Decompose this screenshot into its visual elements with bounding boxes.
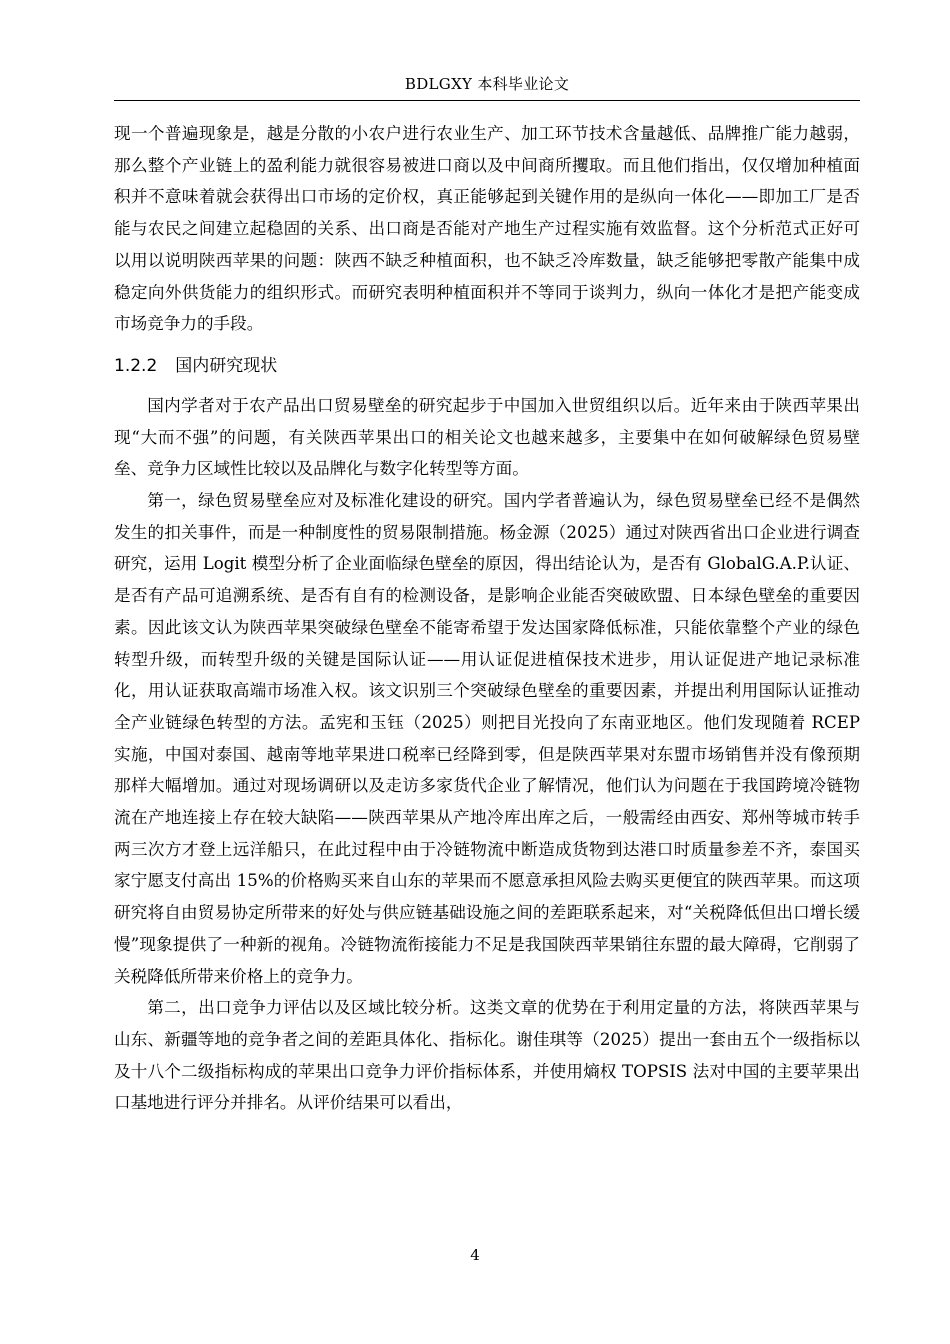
section-number: 1.2.2 [114,355,158,376]
paragraph-competitiveness: 第二，出口竞争力评估以及区域比较分析。这类文章的优势在于利用定量的方法，将陕西苹果与山东、新疆等地的竞争者之间的差距具体化、指标化。谢佳琪等（2025）提出一套由五个一级指标以及十八个二级指标构成的苹果出口竞争力评价指标体系，并使用熵权 TOPSIS 法对中国的主要苹果出口基地进行评分并排名。从评价结果可以看出， [114,998,860,1113]
paragraph-green-barriers: 第一，绿色贸易壁垒应对及标准化建设的研究。国内学者普遍认为，绿色贸易壁垒已经不是偶然发生的扣关事件，而是一种制度性的贸易限制措施。杨金源（2025）通过对陕西省出口企业进行调查研究，运用 Logit 模型分析了企业面临绿色壁垒的原因，得出结论认为，是否有 GlobalG.A.P.认证、是否有产品可追溯系统、是否有自有的检测设备，是影响企业能否突破欧盟、日本绿色壁垒的重要因素。因此该文认为陕西苹果突破绿色壁垒不能寄希望于发达国家降低标准，只能依靠整个产业的绿色转型升级，而转型升级的关键是国际认证——用认证促进植保技术进步，用认证促进产地记录标准化，用认证获取高端市场准入权。该文识别三个突破绿色壁垒的重要因素，并提出利用国际认证推动全产业链绿色转型的方法。孟宪和玉钰（2025）则把目光投向了东南亚地区。他们发现随着 RCEP 实施，中国对泰国、越南等地苹果进口税率已经降到零，但是陕西苹果对东盟市场销售并没有像预期那样大幅增加。通过对现场调研以及走访多家货代企业了解情况，他们认为问题在于我国跨境冷链物流在产地连接上存在较大缺陷——陕西苹果从产地冷库出库之后，一般需经由西安、郑州等城市转手两三次方才登上远洋船只，在此过程中由于冷链物流中断造成货物到达港口时质量参差不齐，泰国买家宁愿支付高出 15%的价格购买来自山东的苹果而不愿意承担风险去购买更便宜的陕西苹果。而这项研究将自由贸易协定所带来的好处与供应链基础设施之间的差距联系起来，对“关税降低但出口增长缓慢”现象提供了一种新的视角。冷链物流衔接能力不足是我国陕西苹果销往东盟的最大障碍，它削弱了关税降低所带来价格上的竞争力。 [114,491,860,986]
body-text [114,118,860,1119]
section-heading [114,352,860,380]
paragraph-intro: 国内学者对于农产品出口贸易壁垒的研究起步于中国加入世贸组织以后。近年来由于陕西苹果出现“大而不强”的问题，有关陕西苹果出口的相关论文也越来越多，主要集中在如何破解绿色贸易壁垒、竞争力区域性比较以及品牌化与数字化转型等方面。 [114,395,860,479]
header-rule [114,100,860,101]
page-number: 4 [470,1246,480,1264]
section-title: 国内研究现状 [175,355,278,376]
running-header: BDLGXY 本科毕业论文 [404,75,570,93]
paragraph-continued: 现一个普遍现象是，越是分散的小农户进行农业生产、加工环节技术含量越低、品牌推广能力越弱，那么整个产业链上的盈利能力就很容易被进口商以及中间商所攫取。而且他们指出，仅仅增加种植面积并不意味着就会获得出口市场的定价权，真正能够起到关键作用的是纵向一体化——即加工厂是否能与农民之间建立起稳固的关系、出口商是否能对产地生产过程实施有效监督。这个分析范式正好可以用以说明陕西苹果的问题：陕西不缺乏种植面积，也不缺乏冷库数量，缺乏能够把零散产能集中成稳定向外供货能力的组织形式。而研究表明种植面积并不等同于谈判力，纵向一体化才是把产能变成市场竞争力的手段。 [114,124,860,334]
